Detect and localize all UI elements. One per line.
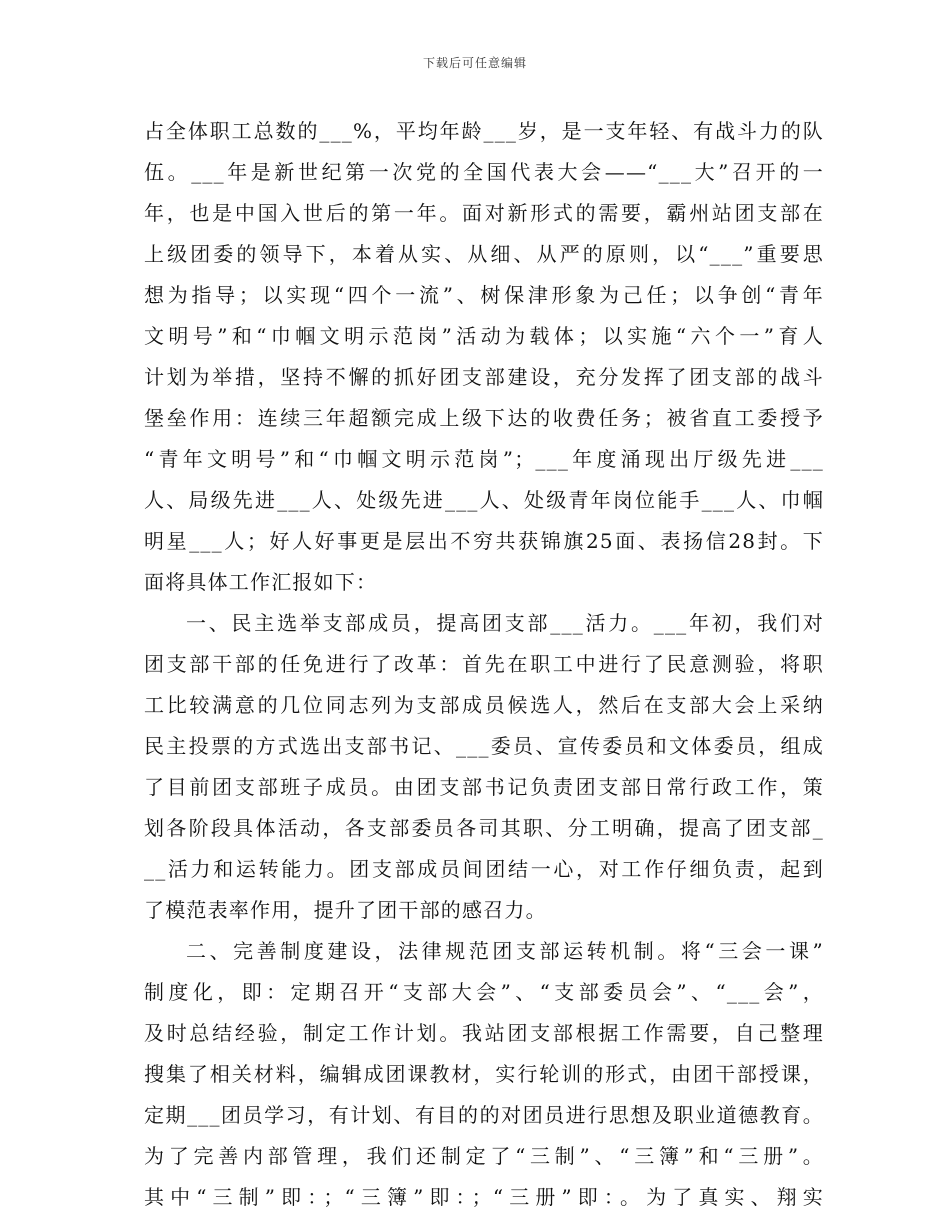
paragraph-line: 了目前团支部班子成员。由团支部书记负责团支部日常行政工作，策 bbox=[144, 775, 824, 799]
section-heading-line: 一、民主选举支部成员，提高团支部___活力。___年初，我们对 bbox=[186, 611, 824, 635]
paragraph-line: “青年文明号”和“巾帼文明示范岗”；___年度涌现出厅级先进___ bbox=[144, 447, 824, 471]
paragraph-line: 想为指导；以实现“四个一流”、树保津形象为己任；以争创“青年 bbox=[144, 283, 824, 307]
paragraph-line: 其中“三制”即：；“三簿”即：；“三册”即：。为了真实、翔实 bbox=[144, 1185, 824, 1209]
paragraph-line: 搜集了相关材料，编辑成团课教材，实行轮训的形式，由团干部授课， bbox=[144, 1062, 824, 1086]
page-header: 下载后可任意编辑 bbox=[422, 56, 527, 70]
paragraph-line: 堡垒作用：连续三年超额完成上级下达的收费任务；被省直工委授予 bbox=[144, 406, 824, 430]
paragraph-line: 文明号”和“巾帼文明示范岗”活动为载体；以实施“六个一”育人 bbox=[144, 324, 824, 348]
paragraph-line: 及时总结经验，制定工作计划。我站团支部根据工作需要，自己整理 bbox=[144, 1021, 824, 1045]
paragraph-line: 团支部干部的任免进行了改革：首先在职工中进行了民意测验，将职 bbox=[144, 652, 824, 676]
paragraph-line: 占全体职工总数的___%，平均年龄___岁，是一支年轻、有战斗力的队 bbox=[144, 119, 824, 143]
paragraph-line: 工比较满意的几位同志列为支部成员候选人，然后在支部大会上采纳 bbox=[144, 693, 824, 717]
paragraph-line: 上级团委的领导下，本着从实、从细、从严的原则，以“___”重要思 bbox=[144, 242, 824, 266]
paragraph-line: 面将具体工作汇报如下： bbox=[144, 570, 378, 594]
paragraph-line: 制度化，即：定期召开“支部大会”、“支部委员会”、“___会”， bbox=[144, 980, 824, 1004]
paragraph-line: 定期___团员学习，有计划、有目的的对团员进行思想及职业道德教育。 bbox=[144, 1103, 824, 1127]
paragraph-line: 划各阶段具体活动，各支部委员各司其职、分工明确，提高了团支部_ bbox=[144, 816, 824, 840]
paragraph-line: 民主投票的方式选出支部书记、___委员、宣传委员和文体委员，组成 bbox=[144, 734, 824, 758]
section-heading-line: 二、完善制度建设，法律规范团支部运转机制。将“三会一课” bbox=[186, 939, 824, 963]
paragraph-line: 年，也是中国入世后的第一年。面对新形式的需要，霸州站团支部在 bbox=[144, 201, 824, 225]
paragraph-line: 明星___人；好人好事更是层出不穷共获锦旗25面、表扬信28封。下 bbox=[144, 529, 824, 553]
paragraph-line: 伍。___年是新世纪第一次党的全国代表大会——“___大”召开的一 bbox=[144, 160, 824, 184]
paragraph-line: 为了完善内部管理，我们还制定了“三制”、“三簿”和“三册”。 bbox=[144, 1144, 824, 1168]
paragraph-line: 人、局级先进___人、处级先进___人、处级青年岗位能手___人、巾帼 bbox=[144, 488, 824, 512]
paragraph-line: 了模范表率作用，提升了团干部的感召力。 bbox=[144, 898, 547, 922]
paragraph-line: 计划为举措，坚持不懈的抓好团支部建设，充分发挥了团支部的战斗 bbox=[144, 365, 824, 389]
paragraph-line: __活力和运转能力。团支部成员间团结一心，对工作仔细负责，起到 bbox=[144, 857, 824, 881]
